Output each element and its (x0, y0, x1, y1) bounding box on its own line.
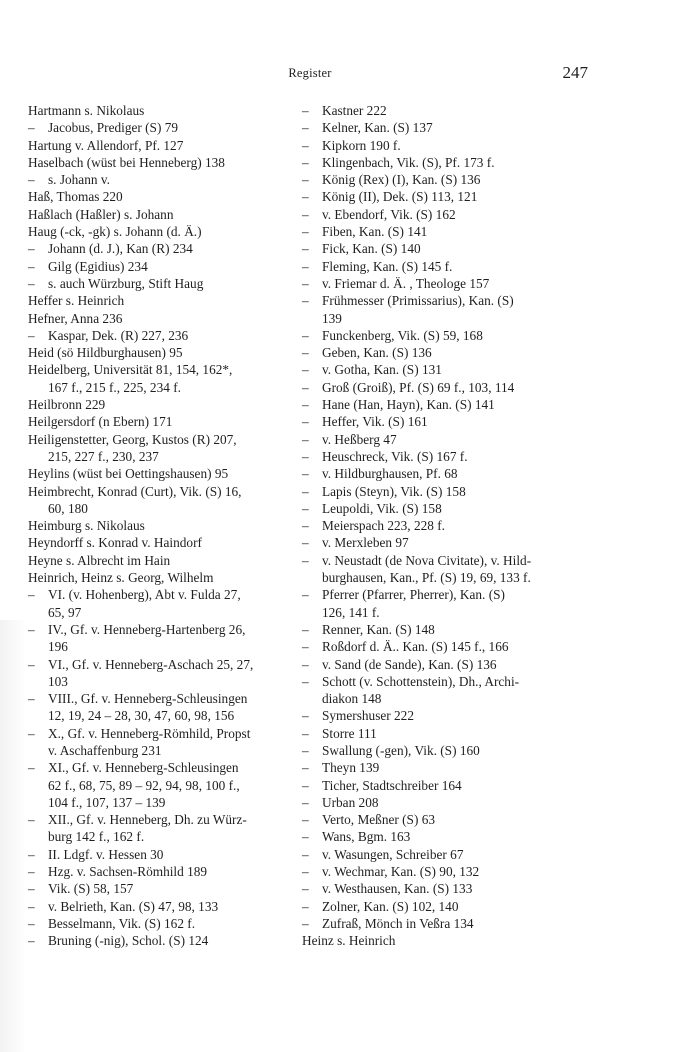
index-subentry (28, 690, 290, 707)
index-subentry (28, 915, 290, 932)
index-entry-text: Fick, Kan. (S) 140 (322, 241, 421, 257)
index-entry-text: v. Friemar d. Ä. , Theologe 157 (322, 275, 490, 291)
index-entry-text: Jacobus, Prediger (S) 79 (48, 120, 178, 136)
index-entry-text: Fleming, Kan. (S) 145 f. (322, 258, 453, 274)
index-entry-text: Heylins (wüst bei Oettingshausen) 95 (28, 466, 229, 482)
index-entry-continuation (28, 777, 290, 794)
index-entry (28, 431, 290, 448)
index-subentry (28, 327, 290, 344)
index-subentry (302, 656, 578, 673)
index-entry-text: VI. (v. Hohenberg), Abt v. Fulda 27, (48, 587, 241, 603)
index-entry-text: s. auch Würzburg, Stift Haug (48, 275, 204, 291)
index-entry-text: Funckenberg, Vik. (S) 59, 168 (322, 327, 483, 343)
ditto-dash: – (28, 898, 35, 914)
index-entry-text: Roßdorf d. Ä.. Kan. (S) 145 f., 166 (322, 639, 509, 655)
index-subentry (302, 517, 578, 534)
index-entry (28, 569, 290, 586)
ditto-dash: – (302, 103, 309, 118)
index-subentry (28, 240, 290, 257)
index-entry-text: v. Heßberg 47 (322, 431, 397, 447)
index-entry-continuation (302, 310, 578, 327)
index-entry-text: Symershuser 222 (322, 708, 414, 724)
index-entry-text: v. Westhausen, Kan. (S) 133 (322, 881, 473, 897)
index-entry-text: Hartung v. Allendorf, Pf. 127 (28, 137, 184, 153)
ditto-dash: – (302, 829, 309, 845)
index-subentry (302, 863, 578, 880)
index-entry-text: Fiben, Kan. (S) 141 (322, 224, 428, 240)
index-entry-text: 62 f., 68, 75, 89 – 92, 94, 98, 100 f., (48, 777, 240, 793)
index-subentry (302, 431, 578, 448)
index-entry-text: Kastner 222 (322, 103, 387, 118)
index-subentry (302, 777, 578, 794)
index-entry-text: v. Aschaffenburg 231 (48, 742, 162, 758)
ditto-dash: – (302, 120, 309, 136)
index-subentry (302, 759, 578, 776)
index-entry-text: Lapis (Steyn), Vik. (S) 158 (322, 483, 466, 499)
index-subentry (302, 361, 578, 378)
index-entry-text: Hane (Han, Hayn), Kan. (S) 141 (322, 397, 495, 413)
index-subentry (28, 725, 290, 742)
index-entry (28, 483, 290, 500)
index-entry-text: Vik. (S) 58, 157 (48, 881, 134, 897)
ditto-dash: – (28, 172, 35, 188)
index-subentry (302, 552, 578, 569)
index-entry-text: 215, 227 f., 230, 237 (48, 448, 159, 464)
ditto-dash: – (28, 327, 35, 343)
index-entry (28, 154, 290, 171)
index-entry-continuation (28, 742, 290, 759)
ditto-dash: – (302, 742, 309, 758)
ditto-dash: – (302, 794, 309, 810)
ditto-dash: – (302, 327, 309, 343)
index-entry-text: 196 (48, 639, 68, 655)
index-entry-text: Klingenbach, Vik. (S), Pf. 173 f. (322, 154, 495, 170)
index-subentry (302, 413, 578, 430)
ditto-dash: – (302, 898, 309, 914)
index-entry (28, 206, 290, 223)
index-entry-text: 103 (48, 673, 68, 689)
index-entry-text: Heiligenstetter, Georg, Kustos (R) 207, (28, 431, 237, 447)
index-subentry (302, 483, 578, 500)
index-entry-text: Haug (-ck, -gk) s. Johann (d. Ä.) (28, 224, 202, 240)
index-subentry (302, 586, 578, 603)
index-subentry (302, 292, 578, 309)
index-entry-text: Heinrich, Heinz s. Georg, Wilhelm (28, 570, 214, 586)
ditto-dash: – (28, 881, 35, 897)
index-entry-text: s. Johann v. (48, 172, 110, 188)
index-entry-continuation (302, 604, 578, 621)
index-entry-text: Gilg (Egidius) 234 (48, 258, 148, 274)
index-entry (28, 552, 290, 569)
index-entry-text: 139 (322, 310, 342, 326)
page-number: 247 (562, 63, 588, 82)
index-entry-text: burghausen, Kan., Pf. (S) 19, 69, 133 f. (322, 570, 531, 586)
index-entry-text: Hartmann s. Nikolaus (28, 103, 145, 118)
index-entry-text: VIII., Gf. v. Henneberg-Schleusingen (48, 691, 248, 707)
index-entry-text: Heffer s. Heinrich (28, 293, 125, 309)
index-entry-text: Haselbach (wüst bei Henneberg) 138 (28, 154, 225, 170)
index-subentry (302, 500, 578, 517)
index-entry-text: XI., Gf. v. Henneberg-Schleusingen (48, 760, 239, 776)
index-entry (28, 361, 290, 378)
index-entry-text: Heffer, Vik. (S) 161 (322, 414, 428, 430)
index-entry-text: Ticher, Stadtschreiber 164 (322, 777, 462, 793)
index-entry-text: Schott (v. Schottenstein), Dh., Archi- (322, 673, 520, 689)
index-entry-text: König (II), Dek. (S) 113, 121 (322, 189, 478, 205)
index-entry-continuation (28, 638, 290, 655)
index-subentry (302, 846, 578, 863)
index-entry-text: diakon 148 (322, 691, 382, 707)
index-subentry (302, 396, 578, 413)
index-entry-text: Haß, Thomas 220 (28, 189, 123, 205)
index-entry-text: 60, 180 (48, 500, 88, 516)
index-entry-text: Urban 208 (322, 794, 379, 810)
index-subentry (28, 898, 290, 915)
index-entry-text: v. Sand (de Sande), Kan. (S) 136 (322, 656, 497, 672)
ditto-dash: – (302, 812, 309, 828)
index-entry-text: v. Gotha, Kan. (S) 131 (322, 362, 442, 378)
page-edge-shadow (0, 620, 26, 1052)
index-subentry (28, 621, 290, 638)
index-entry-continuation (28, 707, 290, 724)
ditto-dash: – (28, 846, 35, 862)
index-entry-text: Hefner, Anna 236 (28, 310, 123, 326)
index-entry-text: v. Belrieth, Kan. (S) 47, 98, 133 (48, 898, 219, 914)
index-subentry (28, 258, 290, 275)
index-subentry (302, 915, 578, 932)
index-subentry (302, 534, 578, 551)
ditto-dash: – (302, 535, 309, 551)
ditto-dash: – (302, 189, 309, 205)
index-subentry (28, 880, 290, 897)
index-subentry (28, 171, 290, 188)
ditto-dash: – (28, 864, 35, 880)
index-entry-text: Bruning (-nig), Schol. (S) 124 (48, 933, 209, 949)
index-entry-text: Heimbrecht, Konrad (Curt), Vik. (S) 16, (28, 483, 242, 499)
index-entry-text: Heidelberg, Universität 81, 154, 162*, (28, 362, 233, 378)
index-entry-continuation (28, 828, 290, 845)
index-entry-text: Wans, Bgm. 163 (322, 829, 411, 845)
index-subentry (28, 811, 290, 828)
ditto-dash: – (302, 466, 309, 482)
index-entry-text: König (Rex) (I), Kan. (S) 136 (322, 172, 481, 188)
ditto-dash: – (28, 275, 35, 291)
index-entry-text: 104 f., 107, 137 – 139 (48, 794, 166, 810)
ditto-dash: – (302, 448, 309, 464)
index-subentry (302, 223, 578, 240)
index-subentry (28, 932, 290, 949)
index-entry-text: Kipkorn 190 f. (322, 137, 401, 153)
index-subentry (302, 880, 578, 897)
index-entry-text: Heid (sö Hildburghausen) 95 (28, 345, 183, 361)
ditto-dash: – (302, 864, 309, 880)
index-entry-text: Kaspar, Dek. (R) 227, 236 (48, 327, 189, 343)
ditto-dash: – (302, 397, 309, 413)
index-entry-text: Leupoldi, Vik. (S) 158 (322, 500, 442, 516)
index-entry-text: Heimburg s. Nikolaus (28, 518, 145, 534)
index-subentry (302, 171, 578, 188)
index-subentry (302, 448, 578, 465)
index-entry-text: Geben, Kan. (S) 136 (322, 345, 432, 361)
index-entry (28, 310, 290, 327)
ditto-dash: – (28, 258, 35, 274)
index-entry-continuation (302, 569, 578, 586)
index-entry-text: Haßlach (Haßler) s. Johann (28, 206, 174, 222)
index-entry-continuation (302, 690, 578, 707)
index-entry-text: Heuschreck, Vik. (S) 167 f. (322, 448, 468, 464)
ditto-dash: – (302, 258, 309, 274)
index-entry-text: 167 f., 215 f., 225, 234 f. (48, 379, 181, 395)
index-entry (28, 534, 290, 551)
ditto-dash: – (302, 846, 309, 862)
ditto-dash: – (302, 172, 309, 188)
ditto-dash: – (302, 206, 309, 222)
ditto-dash: – (28, 760, 35, 776)
ditto-dash: – (302, 552, 309, 568)
index-subentry (28, 846, 290, 863)
index-entry (28, 292, 290, 309)
index-subentry (302, 119, 578, 136)
ditto-dash: – (28, 812, 35, 828)
index-entry (28, 465, 290, 482)
ditto-dash: – (302, 414, 309, 430)
index-entry-text: Verto, Meßner (S) 63 (322, 812, 435, 828)
ditto-dash: – (302, 656, 309, 672)
index-subentry (302, 742, 578, 759)
index-subentry (302, 638, 578, 655)
ditto-dash: – (28, 691, 35, 707)
index-entry-text: v. Hildburghausen, Pf. 68 (322, 466, 458, 482)
index-entry-text: Renner, Kan. (S) 148 (322, 621, 435, 637)
index-subentry (28, 759, 290, 776)
index-entry-continuation (28, 794, 290, 811)
ditto-dash: – (302, 241, 309, 257)
index-subentry (302, 725, 578, 742)
ditto-dash: – (302, 362, 309, 378)
index-entry-text: VI., Gf. v. Henneberg-Aschach 25, 27, (48, 656, 254, 672)
ditto-dash: – (302, 154, 309, 170)
index-entry-text: 65, 97 (48, 604, 82, 620)
index-entry-text: Meierspach 223, 228 f. (322, 518, 445, 534)
index-entry-continuation (28, 379, 290, 396)
ditto-dash: – (302, 587, 309, 603)
ditto-dash: – (302, 777, 309, 793)
ditto-dash: – (28, 915, 35, 931)
ditto-dash: – (302, 275, 309, 291)
index-subentry (28, 656, 290, 673)
index-subentry (302, 344, 578, 361)
ditto-dash: – (302, 725, 309, 741)
index-subentry (28, 586, 290, 603)
index-entry-text: XII., Gf. v. Henneberg, Dh. zu Würz- (48, 812, 247, 828)
index-entry-text: v. Wechmar, Kan. (S) 90, 132 (322, 864, 480, 880)
index-entry-text: v. Neustadt (de Nova Civitate), v. Hild- (322, 552, 532, 568)
index-subentry (302, 327, 578, 344)
index-subentry (302, 379, 578, 396)
index-entry (302, 932, 578, 949)
index-entry-text: v. Wasungen, Schreiber 67 (322, 846, 464, 862)
index-entry-text: Kelner, Kan. (S) 137 (322, 120, 433, 136)
ditto-dash: – (28, 933, 35, 949)
index-entry-text: Besselmann, Vik. (S) 162 f. (48, 915, 196, 931)
index-entry (28, 188, 290, 205)
ditto-dash: – (302, 518, 309, 534)
index-entry (28, 517, 290, 534)
index-entry-text: IV., Gf. v. Henneberg-Hartenberg 26, (48, 621, 246, 637)
index-subentry (28, 275, 290, 292)
index-entry-text: Heyndorff s. Konrad v. Haindorf (28, 535, 202, 551)
index-entry-text: Hzg. v. Sachsen-Römhild 189 (48, 864, 208, 880)
index-subentry (302, 188, 578, 205)
index-entry-text: Storre 111 (322, 725, 377, 741)
index-subentry (302, 811, 578, 828)
index-entry (28, 223, 290, 240)
index-entry-continuation (28, 604, 290, 621)
ditto-dash: – (28, 725, 35, 741)
index-entry-text: Heilbronn 229 (28, 397, 106, 413)
index-subentry (302, 137, 578, 154)
index-subentry (302, 621, 578, 638)
index-subentry (302, 275, 578, 292)
index-subentry (302, 240, 578, 257)
index-entry (28, 137, 290, 154)
index-entry (28, 413, 290, 430)
index-subentry (302, 258, 578, 275)
ditto-dash: – (302, 760, 309, 776)
index-entry-text: Groß (Groiß), Pf. (S) 69 f., 103, 114 (322, 379, 515, 395)
ditto-dash: – (28, 120, 35, 136)
ditto-dash: – (302, 137, 309, 153)
ditto-dash: – (302, 500, 309, 516)
index-subentry (302, 465, 578, 482)
index-entry (28, 344, 290, 361)
ditto-dash: – (28, 656, 35, 672)
index-entry (28, 102, 290, 119)
index-entry-text: Johann (d. J.), Kan (R) 234 (48, 241, 193, 257)
index-entry-text: v. Ebendorf, Vik. (S) 162 (322, 206, 456, 222)
ditto-dash: – (302, 673, 309, 689)
index-entry-text: Heilgersdorf (n Ebern) 171 (28, 414, 173, 430)
index-entry-text: Swallung (-gen), Vik. (S) 160 (322, 742, 480, 758)
ditto-dash: – (28, 241, 35, 257)
index-subentry (302, 206, 578, 223)
index-subentry (302, 794, 578, 811)
index-column-left (28, 102, 290, 950)
index-subentry (302, 154, 578, 171)
ditto-dash: – (302, 639, 309, 655)
ditto-dash: – (302, 379, 309, 395)
index-entry-text: v. Merxleben 97 (322, 535, 409, 551)
ditto-dash: – (302, 708, 309, 724)
index-entry-text: 126, 141 f. (322, 604, 380, 620)
index-entry-text: Zufraß, Mönch in Veßra 134 (322, 915, 474, 931)
index-entry-continuation (28, 673, 290, 690)
index-entry-text: Heyne s. Albrecht im Hain (28, 552, 171, 568)
index-subentry (302, 707, 578, 724)
index-entry-text: Theyn 139 (322, 760, 380, 776)
index-entry (28, 396, 290, 413)
index-entry-text: X., Gf. v. Henneberg-Römhild, Propst (48, 725, 251, 741)
index-subentry (302, 102, 578, 119)
index-subentry (28, 119, 290, 136)
ditto-dash: – (302, 915, 309, 931)
index-entry-text: Zolner, Kan. (S) 102, 140 (322, 898, 459, 914)
ditto-dash: – (302, 431, 309, 447)
ditto-dash: – (302, 621, 309, 637)
ditto-dash: – (28, 621, 35, 637)
ditto-dash: – (302, 881, 309, 897)
index-subentry (302, 673, 578, 690)
index-column-right (302, 102, 578, 950)
index-entry-continuation (28, 448, 290, 465)
index-subentry (302, 828, 578, 845)
index-subentry (28, 863, 290, 880)
index-entry-text: 12, 19, 24 – 28, 30, 47, 60, 98, 156 (48, 708, 235, 724)
index-entry-text: II. Ldgf. v. Hessen 30 (48, 846, 164, 862)
index-entry-continuation (28, 500, 290, 517)
page-title: Register (288, 66, 332, 80)
ditto-dash: – (302, 483, 309, 499)
ditto-dash: – (302, 293, 309, 309)
ditto-dash: – (28, 587, 35, 603)
index-entry-text: burg 142 f., 162 f. (48, 829, 145, 845)
ditto-dash: – (302, 224, 309, 240)
index-subentry (302, 898, 578, 915)
index-entry-text: Frühmesser (Primissarius), Kan. (S) (322, 293, 514, 309)
index-entry-text: Pferrer (Pfarrer, Pherrer), Kan. (S) (322, 587, 505, 603)
index-entry-text: Heinz s. Heinrich (302, 933, 396, 949)
ditto-dash: – (302, 345, 309, 361)
